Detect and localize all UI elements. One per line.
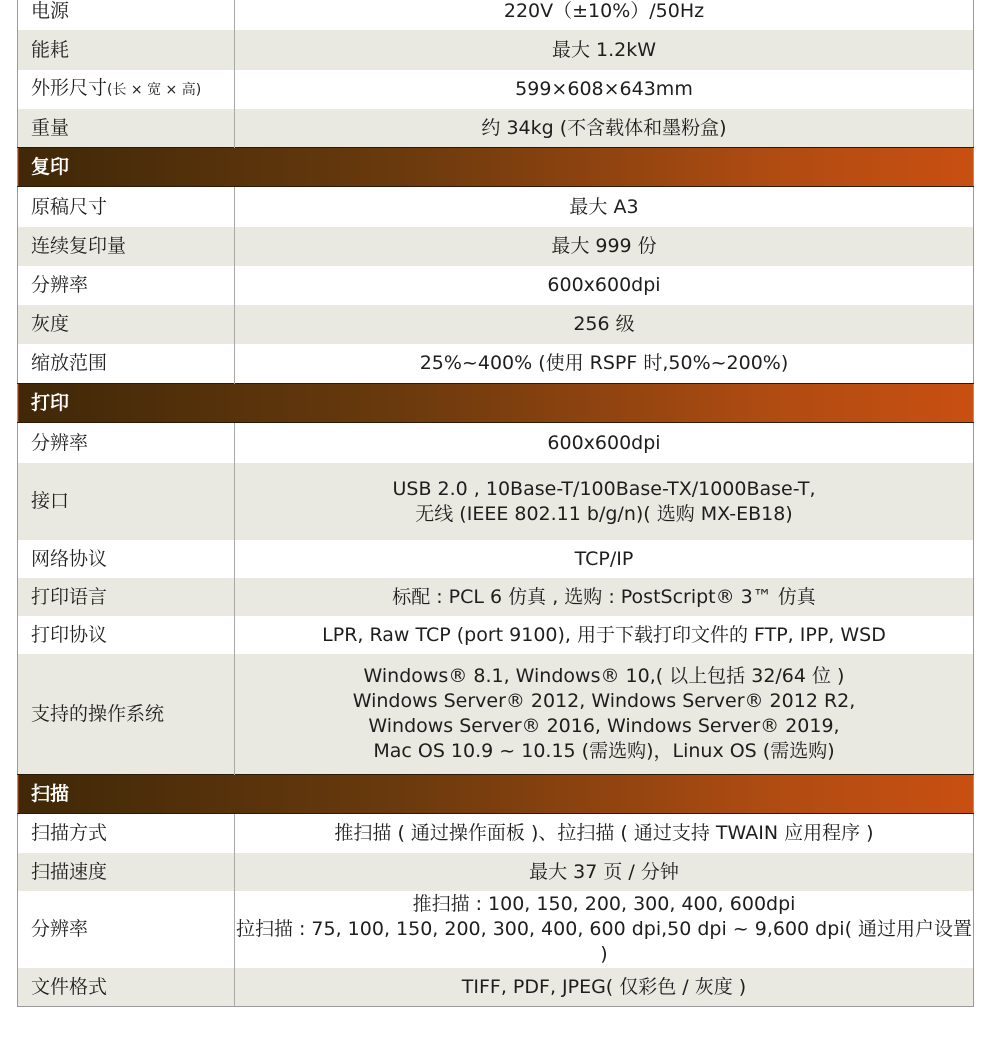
spec-row xyxy=(18,109,974,148)
spec-row xyxy=(18,616,974,654)
spec-value xyxy=(235,266,974,305)
spec-label-text: 电源 xyxy=(31,0,70,22)
spec-label xyxy=(18,423,235,464)
spec-value-line: Windows® 8.1, Windows® 10,( 以上包括 32/64 位 ) xyxy=(363,665,845,687)
spec-value xyxy=(235,187,974,228)
spec-label xyxy=(18,305,235,344)
spec-label-note: (长 × 宽 × 高) xyxy=(107,82,202,98)
spec-label xyxy=(18,654,235,775)
spec-label-text: 文件格式 xyxy=(31,975,108,998)
spec-value-line: Windows Server® 2012, Windows Server® 2012 R2, xyxy=(352,690,856,712)
spec-label xyxy=(18,70,235,109)
spec-value-line: USB 2.0 , 10Base-T/100Base-TX/1000Base-T, xyxy=(392,477,816,500)
spec-value xyxy=(235,109,974,148)
spec-row xyxy=(18,814,974,854)
spec-value xyxy=(235,968,974,1007)
spec-value xyxy=(235,30,974,70)
spec-label-text: 扫描速度 xyxy=(31,860,108,883)
spec-value-line: TIFF, PDF, JPEG( 仅彩色 / 灰度 ) xyxy=(461,975,747,998)
spec-label xyxy=(18,30,235,70)
spec-label xyxy=(18,463,235,540)
spec-value xyxy=(235,70,974,109)
spec-row xyxy=(18,853,974,891)
spec-value-line: 最大 1.2kW xyxy=(551,38,657,61)
spec-value xyxy=(235,305,974,344)
spec-label xyxy=(18,187,235,228)
spec-row xyxy=(18,305,974,344)
spec-label-text: 分辨率 xyxy=(31,274,89,296)
spec-label-text: 分辨率 xyxy=(31,431,89,454)
spec-label-text: 打印协议 xyxy=(31,623,108,646)
spec-value xyxy=(235,853,974,891)
spec-row xyxy=(18,30,974,70)
spec-value-line: Mac OS 10.9 ~ 10.15 (需选购)，Linux OS (需选购) xyxy=(373,740,835,762)
spec-value xyxy=(235,616,974,654)
spec-label-text: 接口 xyxy=(31,490,70,512)
spec-value xyxy=(235,344,974,384)
spec-value-line: 600x600dpi xyxy=(547,431,661,454)
spec-label xyxy=(18,109,235,148)
spec-row xyxy=(18,227,974,266)
spec-row xyxy=(18,654,974,775)
spec-label xyxy=(18,0,235,30)
section-title: 复印 xyxy=(18,148,974,187)
spec-value xyxy=(235,654,974,775)
spec-row xyxy=(18,540,974,578)
spec-label-text: 支持的操作系统 xyxy=(31,702,165,725)
spec-row xyxy=(18,968,974,1007)
spec-label xyxy=(18,891,235,968)
section-title: 打印 xyxy=(18,384,974,423)
spec-value-line: 推扫描 ( 通过操作面板 )、拉扫描 ( 通过支持 TWAIN 应用程序 ) xyxy=(334,822,874,844)
spec-row xyxy=(18,0,974,30)
spec-value xyxy=(235,891,974,968)
spec-label-text: 重量 xyxy=(31,116,70,139)
section-header xyxy=(18,384,974,423)
spec-value-line: 600x600dpi xyxy=(547,274,661,296)
spec-row xyxy=(18,578,974,616)
spec-label-text: 打印语言 xyxy=(31,585,108,608)
spec-label-text: 原稿尺寸 xyxy=(31,195,108,218)
spec-value-line: 约 34kg (不含载体和墨粉盒) xyxy=(481,116,727,139)
spec-label-text: 灰度 xyxy=(31,313,70,335)
spec-value-line: 推扫描 : 100, 150, 200, 300, 400, 600dpi xyxy=(412,893,796,915)
spec-label xyxy=(18,578,235,616)
section-title: 扫描 xyxy=(18,775,974,814)
spec-label xyxy=(18,540,235,578)
spec-row xyxy=(18,266,974,305)
spec-value-line: 599×608×643mm xyxy=(515,78,693,100)
spec-label-text: 网络协议 xyxy=(31,547,108,570)
spec-row xyxy=(18,187,974,228)
spec-row xyxy=(18,891,974,968)
spec-row xyxy=(18,70,974,109)
spec-label-text: 缩放范围 xyxy=(31,352,108,374)
spec-label xyxy=(18,616,235,654)
spec-value-line: 220V（±10%）/50Hz xyxy=(503,0,705,22)
spec-value-line: Windows Server® 2016, Windows Server® 2019, xyxy=(368,715,840,737)
spec-label xyxy=(18,344,235,384)
spec-label-text: 分辨率 xyxy=(31,918,89,940)
spec-label xyxy=(18,814,235,854)
spec-value-line: 拉扫描 : 75, 100, 150, 200, 300, 400, 600 dpi,50 dpi ~ 9,600 dpi( 通过用户设置 ) xyxy=(235,918,973,965)
spec-value xyxy=(235,463,974,540)
spec-label xyxy=(18,266,235,305)
spec-value xyxy=(235,814,974,854)
spec-value xyxy=(235,227,974,266)
spec-value xyxy=(235,578,974,616)
spec-value-line: 无线 (IEEE 802.11 b/g/n)( 选购 MX-EB18) xyxy=(415,502,793,525)
spec-value-line: TCP/IP xyxy=(574,547,634,570)
spec-value-line: 最大 999 份 xyxy=(551,235,657,257)
spec-label xyxy=(18,227,235,266)
spec-value xyxy=(235,423,974,464)
spec-label-text: 连续复印量 xyxy=(31,235,127,257)
spec-value-line: 标配 : PCL 6 仿真 , 选购 : PostScript® 3™ 仿真 xyxy=(392,585,816,608)
spec-row xyxy=(18,423,974,464)
spec-label-text: 扫描方式 xyxy=(31,822,108,844)
spec-label-text: 外形尺寸 xyxy=(31,77,108,99)
spec-value-line: LPR, Raw TCP (port 9100), 用于下载打印文件的 FTP, IPP, WSD xyxy=(322,623,886,646)
spec-value-line: 25%~400% (使用 RSPF 时,50%~200%) xyxy=(419,352,789,374)
spec-row xyxy=(18,344,974,384)
spec-value xyxy=(235,540,974,578)
spec-value-line: 最大 A3 xyxy=(569,195,639,218)
spec-row xyxy=(18,463,974,540)
spec-value xyxy=(235,0,974,30)
section-header xyxy=(18,775,974,814)
spec-table-body xyxy=(18,0,974,1007)
spec-label xyxy=(18,853,235,891)
section-header xyxy=(18,148,974,187)
spec-label xyxy=(18,968,235,1007)
spec-value-line: 最大 37 页 / 分钟 xyxy=(529,860,679,883)
spec-table xyxy=(17,0,974,1007)
spec-label-text: 能耗 xyxy=(31,38,70,61)
spec-value-line: 256 级 xyxy=(573,313,635,335)
